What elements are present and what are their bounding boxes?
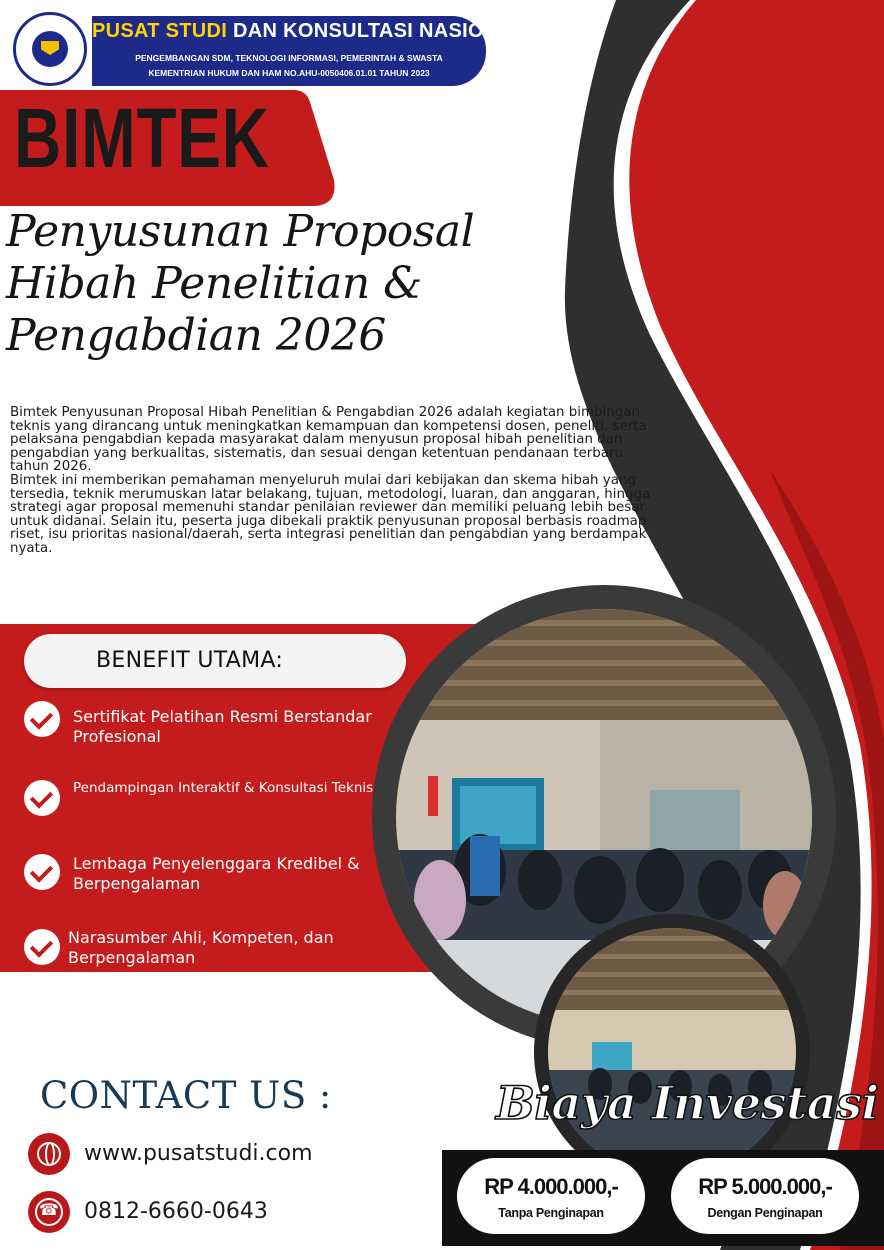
org-name-rest: DAN KONSULTASI NASIONAL	[233, 20, 526, 42]
benefit-item	[73, 778, 373, 798]
org-name-highlight: PUSAT STUDI	[92, 20, 228, 42]
benefit-item	[68, 928, 334, 968]
price-amount: RP 5.000.000,-	[698, 1174, 832, 1199]
event-title-line: Pengabdian 2026	[6, 310, 386, 361]
globe-icon	[28, 1133, 70, 1175]
benefit-item-line: Narasumber Ahli, Kompeten, dan	[68, 928, 334, 947]
pricing-heading: Biaya Investasi	[496, 1076, 879, 1130]
organization-name	[92, 20, 526, 43]
price-option-card	[457, 1158, 645, 1234]
description-paragraph: Bimtek Penyusunan Proposal Hibah Penelitian & Pengabdian 2026 adalah kegiatan bimbingan teknis yang dirancang untuk meningkatkan kemampuan dan kompetensi dosen, peneliti, serta pelaksana pengabdian kepada masyarakat dalam menyusun proposal hibah penelitian dan pengabdian yang berkualitas, sistematis, dan sesuai dengan ketentuan pendanaan terbaru tahun 2026.	[10, 405, 647, 475]
organization-header	[92, 16, 526, 86]
benefit-heading-pill	[24, 634, 406, 688]
website-link[interactable]: www.pusatstudi.com	[84, 1141, 313, 1166]
contact-heading: CONTACT US :	[40, 1074, 332, 1117]
benefit-item-line: Berpengalaman	[73, 874, 201, 893]
benefit-item	[73, 707, 372, 747]
price-option-card	[671, 1158, 859, 1234]
organization-logo	[13, 12, 87, 86]
benefit-item-line: Pendampingan Interaktif & Konsultasi Teknis	[73, 780, 374, 796]
headline: BIMTEK	[14, 91, 270, 185]
event-description	[10, 406, 658, 556]
benefit-heading: BENEFIT UTAMA:	[96, 648, 284, 673]
benefit-item-line: Berpengalaman	[68, 948, 196, 967]
price-amount: RP 4.000.000,-	[484, 1174, 618, 1199]
check-circle-icon	[24, 701, 60, 737]
benefit-item	[73, 854, 360, 894]
check-circle-icon	[24, 780, 60, 816]
description-paragraph: Bimtek ini memberikan pemahaman menyeluruh mulai dari kebijakan dan skema hibah yang tersedia, teknik merumuskan latar belakang, tujuan, metodologi, luaran, dan anggaran, hingga strategi agar proposal memenuhi standar penilaian reviewer dan memiliki peluang lebih besar untuk didanai. Selain itu, peserta juga dibekali praktik penyusunan proposal berbasis roadmap riset, isu prioritas nasional/daerah, serta integrasi penelitian dan pengabdian yang berdampak nyata.	[10, 472, 651, 556]
price-label: Tanpa Penginapan	[498, 1206, 604, 1220]
shield-emblem-icon	[32, 31, 68, 67]
check-circle-icon	[24, 854, 60, 890]
benefit-item-line: Profesional	[73, 727, 161, 746]
event-title	[6, 206, 486, 362]
event-title-line: Penyusunan Proposal	[6, 206, 475, 257]
phone-number[interactable]: 0812-6660-0643	[84, 1199, 268, 1224]
check-circle-icon	[24, 929, 60, 965]
benefit-item-line: Lembaga Penyelenggara Kredibel &	[73, 854, 360, 873]
organization-tagline: PENGEMBANGAN SDM, TEKNOLOGI INFORMASI, PEMERINTAH & SWASTA	[135, 53, 443, 63]
phone-icon	[28, 1191, 70, 1233]
benefit-item-line: Sertifikat Pelatihan Resmi Berstandar	[73, 707, 372, 726]
event-title-line: Hibah Penelitian &	[6, 258, 422, 309]
price-label: Dengan Penginapan	[707, 1206, 823, 1220]
organization-registration: KEMENTRIAN HUKUM DAN HAM NO.AHU-0050406.01.01 TAHUN 2023	[148, 68, 430, 78]
